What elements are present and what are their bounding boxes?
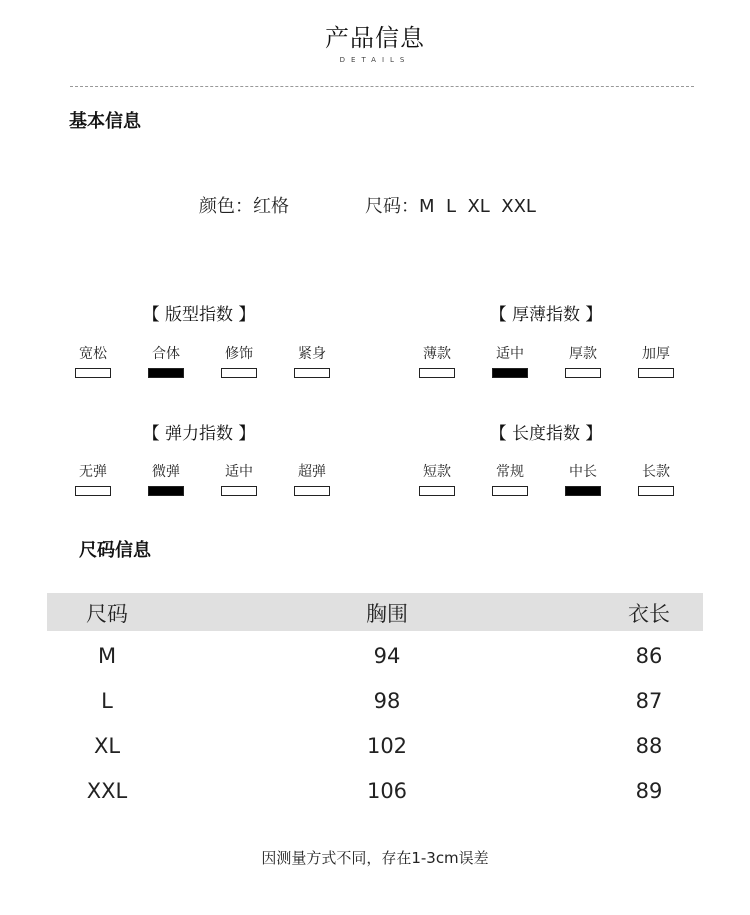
fit-option: [136, 345, 196, 378]
fit-indicator: [75, 368, 111, 378]
fit-index-title: 【 版型指数 】: [142, 305, 256, 325]
size-table-cell: 87: [635, 689, 663, 713]
fit-option-label: 宽松: [79, 346, 107, 362]
size-table-cell: 98: [373, 689, 401, 713]
size-table-cell: 102: [366, 734, 408, 758]
thickness-option: [626, 345, 686, 378]
length-option: [553, 463, 613, 496]
size-list-info: 尺码：M L XL XXL: [365, 196, 536, 217]
fit-option-label: 修饰: [225, 346, 253, 362]
size-info-heading: 尺码信息: [79, 540, 151, 561]
measurement-note: 因测量方式不同，存在1-3cm误差: [261, 849, 489, 867]
size-table-cell: 106: [366, 779, 408, 803]
length-option-label: 常规: [496, 464, 524, 480]
size-table-cell: 94: [373, 644, 401, 668]
size-table-column-header: 衣长: [628, 602, 670, 626]
elasticity-option: [63, 463, 123, 496]
elasticity-indicator-selected: [148, 486, 184, 496]
thickness-indicator: [638, 368, 674, 378]
elasticity-option: [209, 463, 269, 496]
length-indicator: [638, 486, 674, 496]
fit-option-label: 紧身: [298, 346, 326, 362]
basic-info-heading: 基本信息: [69, 111, 141, 132]
fit-indicator: [294, 368, 330, 378]
page-title: 产品信息: [325, 24, 425, 52]
size-table-cell: 88: [635, 734, 663, 758]
length-option-label: 长款: [642, 464, 670, 480]
fit-indicator-selected: [148, 368, 184, 378]
elasticity-index-title: 【 弹力指数 】: [142, 424, 256, 444]
thickness-indicator: [419, 368, 455, 378]
elasticity-indicator: [221, 486, 257, 496]
thickness-option: [480, 345, 540, 378]
length-option: [626, 463, 686, 496]
thickness-option-label: 厚款: [569, 346, 597, 362]
elasticity-option-label: 超弹: [298, 464, 326, 480]
size-table-cell: L: [101, 689, 113, 713]
length-option: [407, 463, 467, 496]
thickness-option: [407, 345, 467, 378]
thickness-option-label: 加厚: [642, 346, 670, 362]
thickness-option-label: 适中: [496, 346, 524, 362]
length-option: [480, 463, 540, 496]
length-indicator: [492, 486, 528, 496]
elasticity-option: [282, 463, 342, 496]
size-table-cell: XXL: [86, 779, 128, 803]
elasticity-option-label: 微弹: [152, 464, 180, 480]
fit-option: [209, 345, 269, 378]
length-option-label: 中长: [569, 464, 597, 480]
fit-option: [282, 345, 342, 378]
fit-option-label: 合体: [152, 346, 180, 362]
fit-indicator: [221, 368, 257, 378]
size-table-cell: M: [97, 644, 117, 668]
fit-option: [63, 345, 123, 378]
thickness-indicator: [565, 368, 601, 378]
size-table-column-header: 尺码: [86, 602, 128, 626]
thickness-index-title: 【 厚薄指数 】: [489, 305, 603, 325]
size-table-cell: 86: [635, 644, 663, 668]
length-indicator-selected: [565, 486, 601, 496]
color-info: 颜色：红格: [199, 196, 289, 217]
length-option-label: 短款: [423, 464, 451, 480]
size-table-cell: 89: [635, 779, 663, 803]
thickness-indicator-selected: [492, 368, 528, 378]
length-index-title: 【 长度指数 】: [489, 424, 603, 444]
size-table-cell: XL: [93, 734, 121, 758]
thickness-option: [553, 345, 613, 378]
elasticity-indicator: [75, 486, 111, 496]
size-table-column-header: 胸围: [366, 602, 408, 626]
elasticity-option-label: 适中: [225, 464, 253, 480]
elasticity-option: [136, 463, 196, 496]
elasticity-indicator: [294, 486, 330, 496]
dotted-divider: [70, 86, 694, 87]
thickness-option-label: 薄款: [423, 346, 451, 362]
page-subtitle: DETAILS: [339, 56, 411, 64]
length-indicator: [419, 486, 455, 496]
elasticity-option-label: 无弹: [79, 464, 107, 480]
